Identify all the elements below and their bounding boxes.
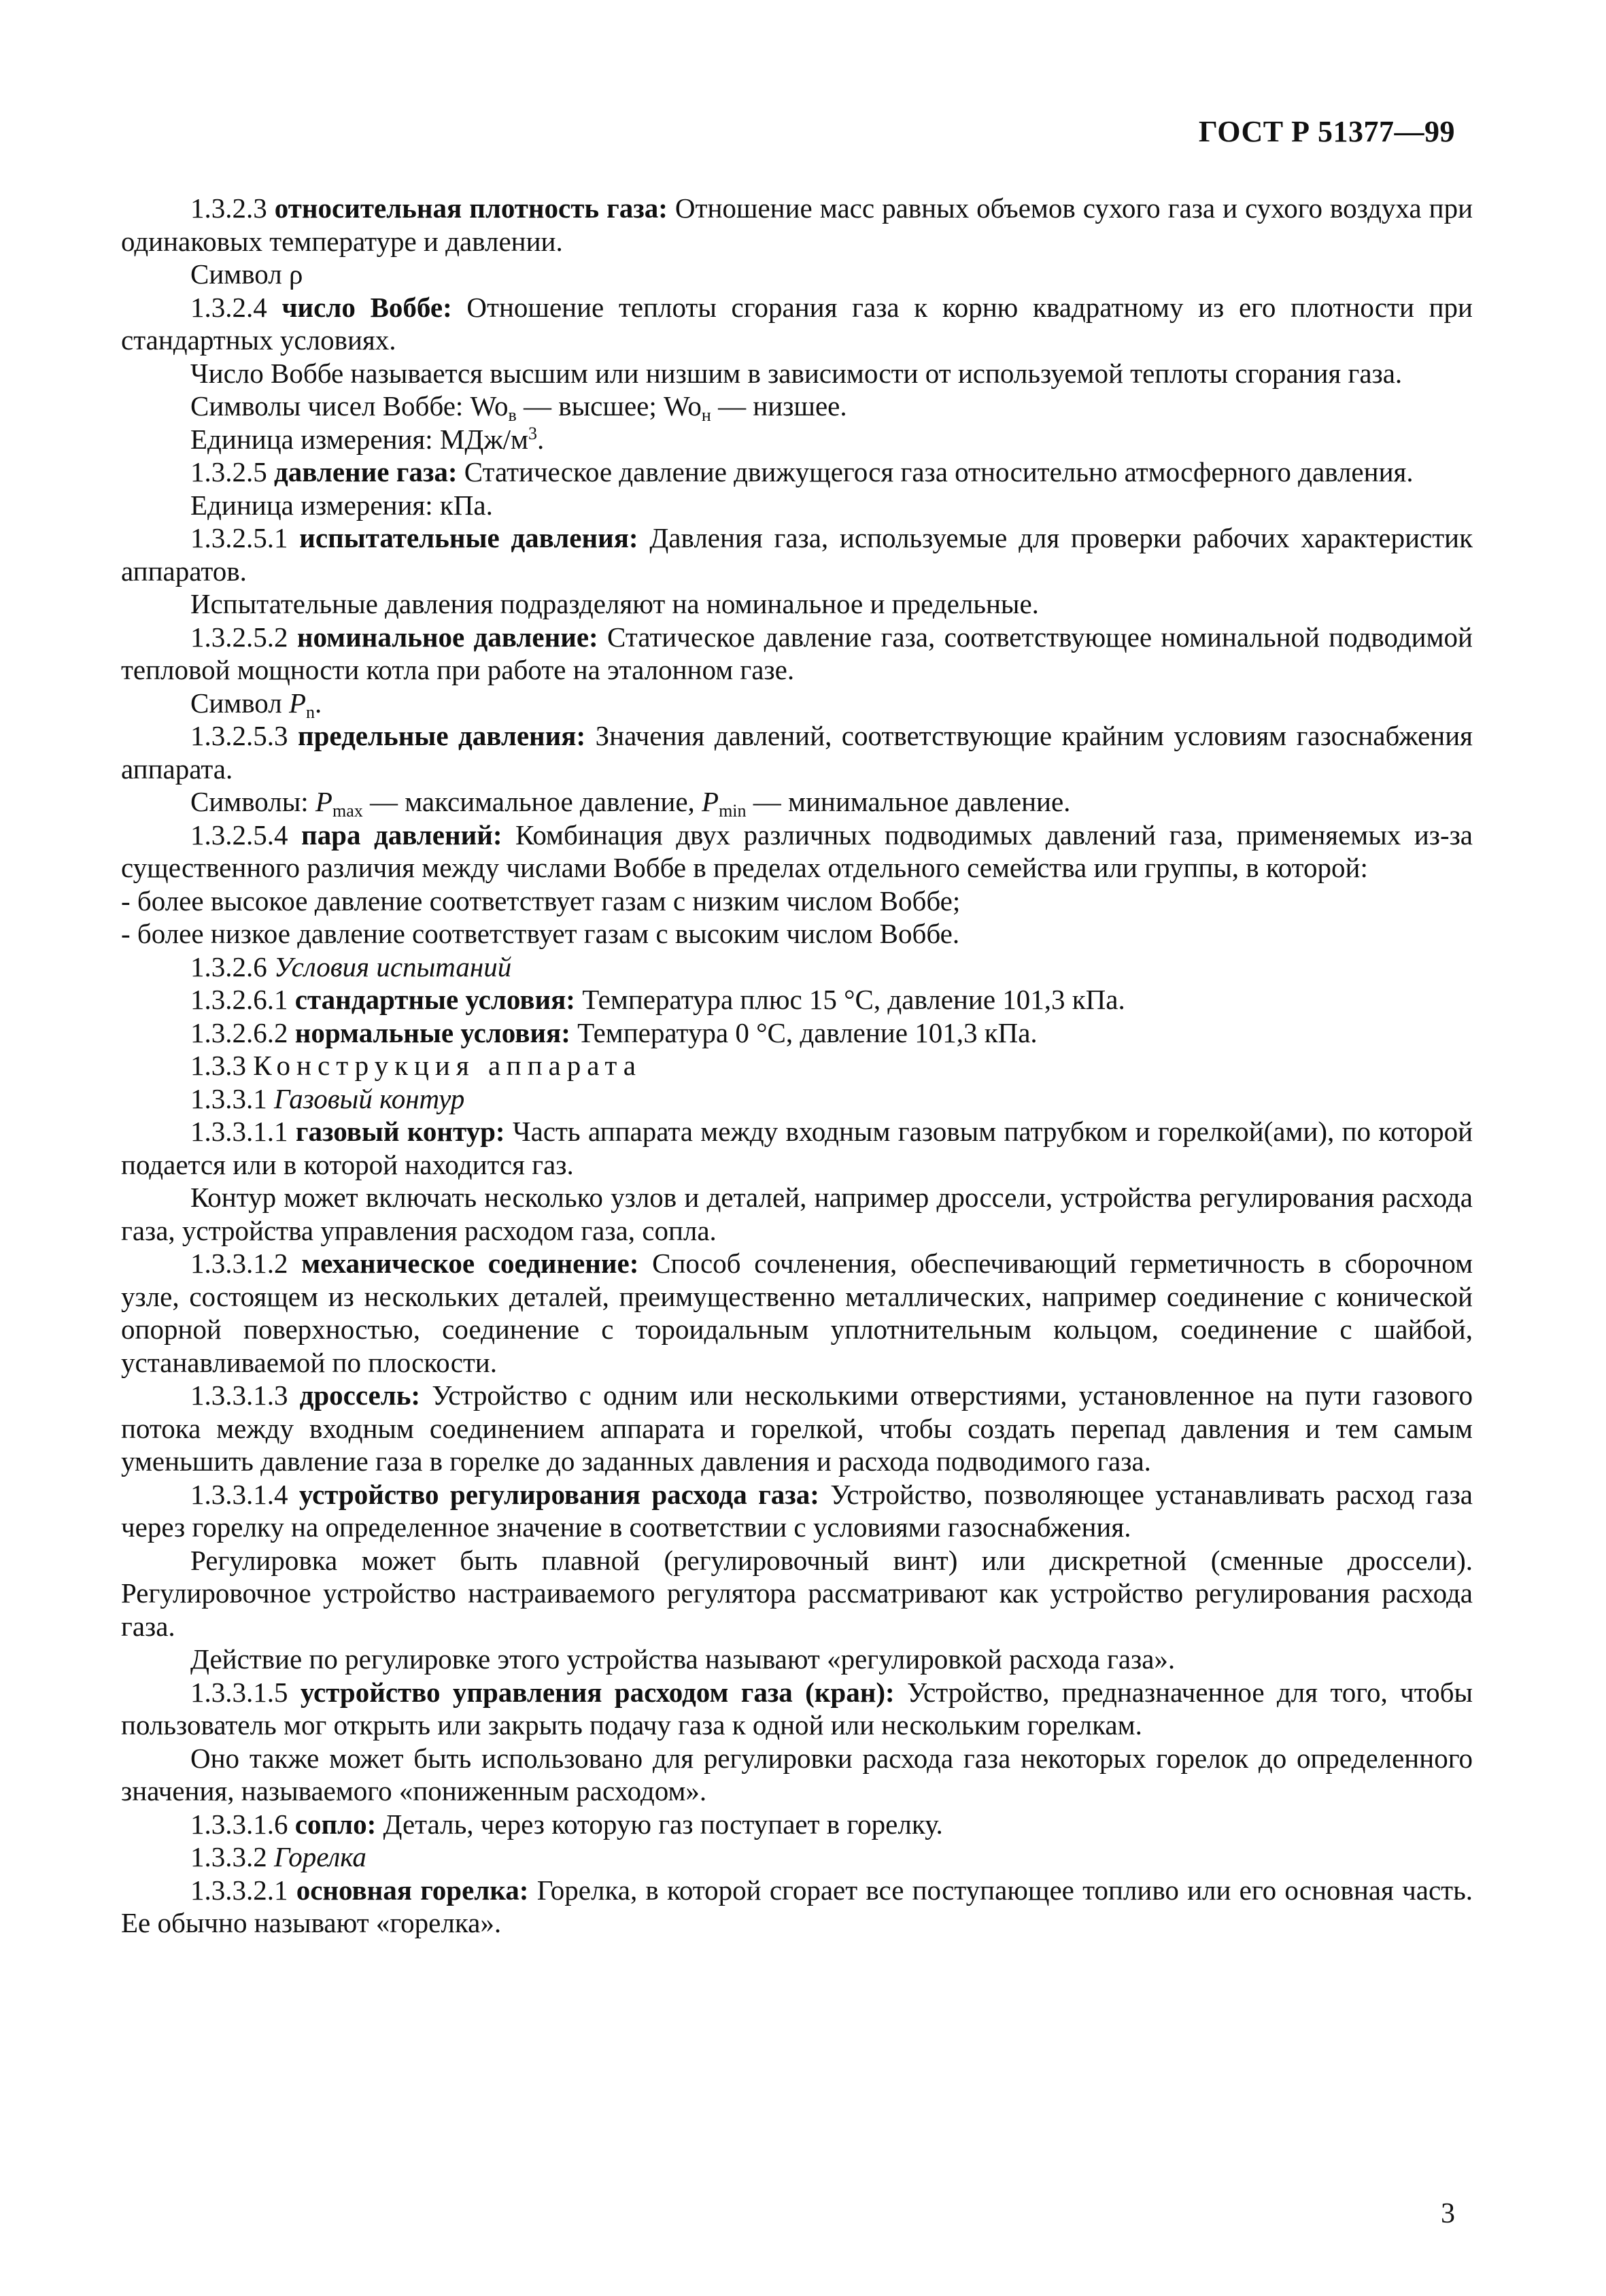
clause-1-3-3-1-3 xyxy=(121,1379,1473,1478)
clause-number: 1.3.2.5.3 xyxy=(190,720,288,751)
term: газовый контур: xyxy=(295,1116,505,1147)
note: Число Воббе называется высшим или низшим в зависимости от используемой теплоты сгорания газа. xyxy=(190,357,1403,389)
definition: Способ сочленения, обеспечивающий герметичность в сборочном узле, состоящем из нескольких деталей, преимущественно металлических, например соединение с конической опорной поверхностью, соединение с тороидальным уплотнительным кольцом, соединение с шайбой, устанавливаемой по плоскости. xyxy=(121,1248,1473,1378)
definition: Статическое давление газа, соответствующее номинальной подводимой тепловой мощности котла при работе на эталонном газе. xyxy=(121,621,1473,685)
symbol: P xyxy=(702,786,719,817)
symbol-line xyxy=(121,785,1473,819)
subscript: в xyxy=(508,405,517,425)
term: устройство управления расходом газа (кран): xyxy=(300,1676,895,1708)
definition: Отношение масс равных объемов сухого газа и сухого воздуха при одинаковых температуре и давлении. xyxy=(121,192,1473,257)
clause-1-3-3-1-5 xyxy=(121,1676,1473,1742)
symbol: P xyxy=(288,687,307,719)
term: устройство регулирования расхода газа: xyxy=(298,1478,819,1510)
clause-1-3-3-1-1 xyxy=(121,1115,1473,1181)
definition: Часть аппарата между входным газовым патрубком и горелкой(ами), по которой подается или в которой находится газ. xyxy=(121,1116,1473,1180)
text: — максимальное давление, xyxy=(362,786,702,817)
symbol: P xyxy=(315,786,332,817)
section-title: Газовый контур xyxy=(274,1082,465,1114)
subscript: min xyxy=(719,801,747,821)
clause-number: 1.3.2.6.1 xyxy=(190,984,288,1015)
term: относительная плотность газа: xyxy=(274,192,668,224)
page-number: 3 xyxy=(1441,2198,1455,2229)
term: дроссель: xyxy=(299,1380,421,1411)
definition: Устройство с одним или несколькими отверстиями, установленное на пути газового потока между входным соединением аппарата и горелкой, чтобы создать перепад давления и тем самым уменьшить давление газа в горелке до заданных давления и расхода подводимого газа. xyxy=(121,1380,1473,1477)
unit-line: Единица измерения: кПа. xyxy=(190,489,493,521)
symbol-line xyxy=(121,687,1473,720)
clause-number: 1.3.2.3 xyxy=(190,192,267,224)
term: пара давлений: xyxy=(301,819,502,851)
document-code-header: ГОСТ Р 51377—99 xyxy=(1198,115,1455,148)
list-item: - более высокое давление соответствует газам с низким числом Воббе; xyxy=(121,885,961,916)
clause-number: 1.3.3.1 xyxy=(190,1082,267,1114)
definition: Статическое давление движущегося газа относительно атмосферного давления. xyxy=(464,456,1414,487)
definition: Давления газа, используемые для проверки рабочих характеристик аппаратов. xyxy=(121,522,1473,587)
definition: Отношение теплоты сгорания газа к корню квадратному из его плотности при стандартных условиях. xyxy=(121,291,1473,356)
text: Единица измерения: МДж/м xyxy=(190,423,528,455)
definition: Температура плюс 15 °С, давление 101,3 кПа. xyxy=(582,984,1125,1015)
clause-1-3-2-6-2 xyxy=(121,1016,1473,1050)
clause-1-3-2-5-4 xyxy=(121,819,1473,885)
text: — минимальное давление. xyxy=(746,786,1071,817)
clause-1-3-2-4 xyxy=(121,291,1473,357)
section-title: Горелка xyxy=(274,1841,366,1872)
subscript: n xyxy=(306,702,315,722)
definition: Горелка, в которой сгорает все поступающее топливо или его основная часть. Ее обычно называют «горелка». xyxy=(121,1874,1473,1938)
subscript: max xyxy=(332,801,363,821)
definition: Значения давлений, соответствующие крайним условиям газоснабжения аппарата. xyxy=(121,720,1473,785)
term: предельные давления: xyxy=(297,720,586,751)
term: основная горелка: xyxy=(296,1874,529,1906)
term: номинальное давление: xyxy=(296,621,598,653)
clause-number: 1.3.2.6 xyxy=(190,950,267,982)
note: Действие по регулировке этого устройства называют «регулировкой расхода газа». xyxy=(190,1643,1176,1675)
term: механическое соединение: xyxy=(301,1248,639,1279)
symbol-line: Символ ρ xyxy=(190,258,303,290)
clause-number: 1.3.2.5 xyxy=(190,456,267,487)
clause-number: 1.3.2.5.4 xyxy=(190,819,288,851)
text: — низшее. xyxy=(711,390,847,422)
superscript: 3 xyxy=(528,423,537,443)
section-title: Условия испытаний xyxy=(274,950,512,982)
clause-1-3-2-6-1 xyxy=(121,983,1473,1016)
clause-1-3-3 xyxy=(121,1049,1473,1082)
clause-1-3-3-1-4 xyxy=(121,1478,1473,1544)
clause-number: 1.3.3 xyxy=(190,1050,246,1081)
term: сопло: xyxy=(294,1808,377,1840)
text: . xyxy=(537,423,545,455)
clause-1-3-3-1-2 xyxy=(121,1247,1473,1379)
note: Испытательные давления подразделяют на номинальное и предельные. xyxy=(190,588,1039,619)
clause-number: 1.3.3.1.2 xyxy=(190,1248,288,1279)
clause-number: 1.3.3.2.1 xyxy=(190,1874,288,1906)
definition: Устройство, предназначенное для того, чтобы пользователь мог открыть или закрыть подачу газа к одной или нескольким горелкам. xyxy=(121,1676,1473,1741)
clause-1-3-2-5 xyxy=(121,456,1473,489)
list-item: - более низкое давление соответствует газам с высоким числом Воббе. xyxy=(121,918,960,949)
term: испытательные давления: xyxy=(299,522,638,553)
definition: Комбинация двух различных подводимых давлений газа, применяемых из-за существенного различия между числами Воббе в пределах отдельного семейства или группы, в которой: xyxy=(121,819,1473,883)
term: нормальные условия: xyxy=(294,1016,570,1048)
symbol: Wo xyxy=(470,390,509,422)
clause-1-3-3-2-1 xyxy=(121,1874,1473,1940)
text: Символы чисел Воббе: xyxy=(190,390,471,422)
clause-number: 1.3.2.4 xyxy=(190,291,267,323)
term: давление газа: xyxy=(274,456,458,487)
definition: Деталь, через которую газ поступает в горелку. xyxy=(383,1808,943,1840)
clause-number: 1.3.3.1.5 xyxy=(190,1676,288,1708)
clause-number: 1.3.3.1.1 xyxy=(190,1116,288,1147)
clause-number: 1.3.3.1.3 xyxy=(190,1380,288,1411)
clause-number: 1.3.2.6.2 xyxy=(190,1016,288,1048)
symbol-line xyxy=(121,390,1473,423)
clause-number: 1.3.3.1.6 xyxy=(190,1808,288,1840)
text: Символы: xyxy=(190,786,315,817)
term: число Воббе: xyxy=(281,291,452,323)
note: Регулировка может быть плавной (регулировочный винт) или дискретной (сменные дроссели). Регулировочное устройство настраиваемого регулятора рассматривают как устройство регулирования расхода газа. xyxy=(121,1544,1473,1642)
unit-line xyxy=(121,423,1473,456)
clause-number: 1.3.3.1.4 xyxy=(190,1478,288,1510)
clause-1-3-2-3 xyxy=(121,192,1473,258)
text: — высшее; xyxy=(516,390,664,422)
definition: Температура 0 °С, давление 101,3 кПа. xyxy=(577,1016,1038,1048)
text: Символ xyxy=(190,687,289,719)
clause-1-3-2-6 xyxy=(121,950,1473,984)
definition: Устройство, позволяющее устанавливать расход газа через горелку на определенное значение в соответствии с условиями газоснабжения. xyxy=(121,1478,1473,1543)
clause-number: 1.3.3.2 xyxy=(190,1841,267,1872)
document-body xyxy=(121,192,1473,1940)
note: Контур может включать несколько узлов и деталей, например дроссели, устройства регулирования расхода газа, устройства управления расходом газа, сопла. xyxy=(121,1182,1473,1246)
symbol: Wo xyxy=(663,390,702,422)
note: Оно также может быть использовано для регулировки расхода газа некоторых горелок до определенного значения, называемого «пониженным расходом». xyxy=(121,1742,1473,1806)
term: стандартные условия: xyxy=(294,984,575,1015)
clause-1-3-3-1 xyxy=(121,1082,1473,1116)
clause-1-3-3-2 xyxy=(121,1840,1473,1874)
clause-number: 1.3.2.5.2 xyxy=(190,621,288,653)
text: . xyxy=(315,687,322,719)
subscript: н xyxy=(701,405,711,425)
clause-1-3-2-5-2 xyxy=(121,621,1473,687)
clause-1-3-2-5-3 xyxy=(121,719,1473,785)
clause-1-3-3-1-6 xyxy=(121,1808,1473,1841)
clause-number: 1.3.2.5.1 xyxy=(190,522,288,553)
clause-1-3-2-5-1 xyxy=(121,521,1473,587)
section-title: Конструкция аппарата xyxy=(253,1050,642,1081)
